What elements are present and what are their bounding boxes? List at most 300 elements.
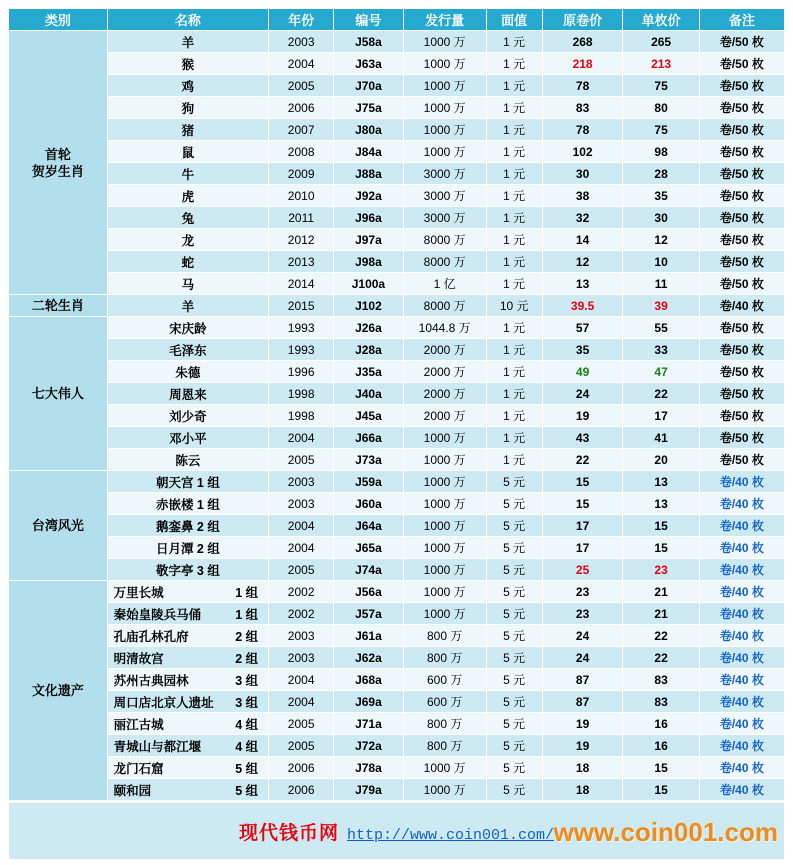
item-name: 孔庙孔林孔府	[113, 629, 189, 644]
table-row	[9, 295, 785, 317]
face-value-cell: 1 元	[486, 273, 542, 295]
item-name: 日月潭 2 组	[155, 541, 220, 556]
code-cell: J70a	[334, 75, 404, 97]
name-cell	[107, 691, 268, 713]
code-cell: J74a	[334, 559, 404, 581]
face-value-cell: 1 元	[486, 53, 542, 75]
code-cell: J71a	[334, 713, 404, 735]
item-name: 明清故宫	[113, 651, 164, 666]
item-series: 2 组	[235, 629, 259, 644]
issue-volume-cell: 1000 万	[403, 53, 486, 75]
table-row	[9, 515, 785, 537]
year-cell: 2004	[269, 691, 334, 713]
single-price-cell: 16	[623, 713, 699, 735]
single-price-cell: 22	[623, 625, 699, 647]
face-value-cell: 1 元	[486, 427, 542, 449]
year-cell: 1996	[269, 361, 334, 383]
item-name: 羊	[181, 299, 195, 314]
code-cell: J61a	[334, 625, 404, 647]
issue-volume-cell: 1000 万	[403, 119, 486, 141]
table-row	[9, 405, 785, 427]
face-value-cell: 5 元	[486, 493, 542, 515]
name-cell	[107, 75, 268, 97]
year-cell: 2003	[269, 31, 334, 53]
category-line: 文化遗产	[31, 683, 84, 698]
category-cell	[9, 317, 108, 471]
name-cell	[107, 97, 268, 119]
year-cell: 2010	[269, 185, 334, 207]
single-price-cell: 21	[623, 603, 699, 625]
remark-cell: 卷/40 枚	[699, 295, 784, 317]
single-price-cell: 21	[623, 581, 699, 603]
remark-cell: 卷/40 枚	[699, 669, 784, 691]
issue-volume-cell: 2000 万	[403, 361, 486, 383]
name-cell	[107, 735, 268, 757]
year-cell: 2002	[269, 581, 334, 603]
year-cell: 1998	[269, 383, 334, 405]
item-name: 羊	[181, 35, 195, 50]
issue-volume-cell: 3000 万	[403, 207, 486, 229]
header-name: 名称	[107, 9, 268, 31]
face-value-cell: 5 元	[486, 603, 542, 625]
item-name: 鹅銮鼻 2 组	[155, 519, 220, 534]
roll-price-cell: 14	[542, 229, 623, 251]
issue-volume-cell: 1000 万	[403, 471, 486, 493]
item-name: 邓小平	[169, 431, 207, 446]
name-cell	[107, 669, 268, 691]
roll-price-cell: 25	[542, 559, 623, 581]
face-value-cell: 5 元	[486, 647, 542, 669]
table-row	[9, 625, 785, 647]
code-cell: J40a	[334, 383, 404, 405]
code-cell: J59a	[334, 471, 404, 493]
item-name: 万里长城	[113, 585, 164, 600]
item-name: 鸡	[181, 79, 195, 94]
name-cell	[107, 229, 268, 251]
remark-cell: 卷/50 枚	[699, 141, 784, 163]
roll-price-cell: 30	[542, 163, 623, 185]
table-row	[9, 427, 785, 449]
face-value-cell: 1 元	[486, 119, 542, 141]
face-value-cell: 5 元	[486, 757, 542, 779]
year-cell: 2004	[269, 515, 334, 537]
header-row	[9, 9, 785, 31]
table-row	[9, 119, 785, 141]
roll-price-cell: 87	[542, 691, 623, 713]
year-cell: 2004	[269, 669, 334, 691]
remark-cell: 卷/40 枚	[699, 471, 784, 493]
item-name: 龙门石窟	[113, 761, 164, 776]
remark-cell: 卷/50 枚	[699, 185, 784, 207]
face-value-cell: 1 元	[486, 383, 542, 405]
face-value-cell: 1 元	[486, 251, 542, 273]
item-name: 颐和园	[113, 783, 152, 798]
roll-price-cell: 35	[542, 339, 623, 361]
year-cell: 2005	[269, 713, 334, 735]
remark-cell: 卷/40 枚	[699, 515, 784, 537]
single-price-cell: 33	[623, 339, 699, 361]
single-price-cell: 47	[623, 361, 699, 383]
single-price-cell: 75	[623, 75, 699, 97]
code-cell: J79a	[334, 779, 404, 801]
header-code: 编号	[334, 9, 404, 31]
item-name: 朝天宫 1 组	[155, 475, 220, 490]
issue-volume-cell: 1044.8 万	[403, 317, 486, 339]
item-name: 虎	[181, 189, 195, 204]
single-price-cell: 98	[623, 141, 699, 163]
year-cell: 2004	[269, 537, 334, 559]
table-row	[9, 449, 785, 471]
name-cell	[107, 493, 268, 515]
table-header	[9, 9, 785, 31]
item-series: 5 组	[235, 783, 259, 798]
year-cell: 2005	[269, 559, 334, 581]
name-cell	[107, 625, 268, 647]
table-row	[9, 361, 785, 383]
year-cell: 2015	[269, 295, 334, 317]
face-value-cell: 5 元	[486, 669, 542, 691]
footer-band	[8, 802, 785, 860]
item-series: 4 组	[235, 717, 259, 732]
roll-price-cell: 57	[542, 317, 623, 339]
category-cell	[9, 581, 108, 801]
roll-price-cell: 102	[542, 141, 623, 163]
header-category: 类别	[9, 9, 108, 31]
single-price-cell: 23	[623, 559, 699, 581]
issue-volume-cell: 1000 万	[403, 779, 486, 801]
single-price-cell: 15	[623, 779, 699, 801]
item-name: 龙	[181, 233, 195, 248]
remark-cell: 卷/40 枚	[699, 559, 784, 581]
year-cell: 2009	[269, 163, 334, 185]
roll-price-cell: 17	[542, 515, 623, 537]
code-cell: J72a	[334, 735, 404, 757]
year-cell: 2007	[269, 119, 334, 141]
remark-cell: 卷/50 枚	[699, 163, 784, 185]
item-name: 赤嵌楼 1 组	[155, 497, 220, 512]
issue-volume-cell: 8000 万	[403, 251, 486, 273]
year-cell: 1998	[269, 405, 334, 427]
remark-cell: 卷/50 枚	[699, 229, 784, 251]
item-name: 马	[181, 277, 195, 292]
item-name: 兔	[181, 211, 195, 226]
issue-volume-cell: 800 万	[403, 647, 486, 669]
name-cell	[107, 185, 268, 207]
category-cell	[9, 471, 108, 581]
code-cell: J84a	[334, 141, 404, 163]
name-cell	[107, 207, 268, 229]
issue-volume-cell: 1000 万	[403, 75, 486, 97]
year-cell: 2006	[269, 779, 334, 801]
name-cell	[107, 713, 268, 735]
code-cell: J26a	[334, 317, 404, 339]
header-roll-price: 原卷价	[542, 9, 623, 31]
roll-price-cell: 19	[542, 713, 623, 735]
code-cell: J45a	[334, 405, 404, 427]
item-name: 周恩来	[169, 387, 207, 402]
table-row	[9, 75, 785, 97]
year-cell: 2004	[269, 53, 334, 75]
remark-cell: 卷/50 枚	[699, 251, 784, 273]
roll-price-cell: 49	[542, 361, 623, 383]
roll-price-cell: 15	[542, 471, 623, 493]
table-row	[9, 53, 785, 75]
table-row	[9, 141, 785, 163]
face-value-cell: 5 元	[486, 735, 542, 757]
code-cell: J73a	[334, 449, 404, 471]
issue-volume-cell: 1000 万	[403, 757, 486, 779]
item-name: 蛇	[181, 255, 195, 270]
single-price-cell: 22	[623, 647, 699, 669]
code-cell: J98a	[334, 251, 404, 273]
item-name: 青城山与都江堰	[113, 739, 202, 754]
item-series: 1 组	[235, 585, 259, 600]
table-row	[9, 317, 785, 339]
face-value-cell: 1 元	[486, 163, 542, 185]
face-value-cell: 5 元	[486, 515, 542, 537]
table-row	[9, 581, 785, 603]
header-issue-volume: 发行量	[403, 9, 486, 31]
table-row	[9, 713, 785, 735]
roll-price-cell: 19	[542, 735, 623, 757]
single-price-cell: 15	[623, 537, 699, 559]
item-series: 4 组	[235, 739, 259, 754]
roll-price-cell: 23	[542, 581, 623, 603]
code-cell: J28a	[334, 339, 404, 361]
roll-price-cell: 38	[542, 185, 623, 207]
table-row	[9, 251, 785, 273]
face-value-cell: 1 元	[486, 229, 542, 251]
face-value-cell: 1 元	[486, 185, 542, 207]
header-single-price: 单枚价	[623, 9, 699, 31]
issue-volume-cell: 1000 万	[403, 31, 486, 53]
name-cell	[107, 471, 268, 493]
face-value-cell: 5 元	[486, 713, 542, 735]
code-cell: J65a	[334, 537, 404, 559]
single-price-cell: 17	[623, 405, 699, 427]
issue-volume-cell: 2000 万	[403, 339, 486, 361]
single-price-cell: 80	[623, 97, 699, 119]
item-series: 2 组	[235, 651, 259, 666]
face-value-cell: 1 元	[486, 449, 542, 471]
issue-volume-cell: 600 万	[403, 691, 486, 713]
name-cell	[107, 361, 268, 383]
roll-price-cell: 24	[542, 625, 623, 647]
single-price-cell: 39	[623, 295, 699, 317]
roll-price-cell: 87	[542, 669, 623, 691]
table-row	[9, 339, 785, 361]
roll-price-cell: 17	[542, 537, 623, 559]
year-cell: 2003	[269, 471, 334, 493]
item-name: 牛	[181, 167, 195, 182]
name-cell	[107, 295, 268, 317]
single-price-cell: 213	[623, 53, 699, 75]
issue-volume-cell: 3000 万	[403, 185, 486, 207]
watermark-text: www.coin001.com	[553, 817, 778, 847]
table-row	[9, 207, 785, 229]
single-price-cell: 11	[623, 273, 699, 295]
remark-cell: 卷/50 枚	[699, 339, 784, 361]
name-cell	[107, 647, 268, 669]
code-cell: J78a	[334, 757, 404, 779]
remark-cell: 卷/40 枚	[699, 603, 784, 625]
year-cell: 2011	[269, 207, 334, 229]
face-value-cell: 5 元	[486, 691, 542, 713]
code-cell: J92a	[334, 185, 404, 207]
code-cell: J75a	[334, 97, 404, 119]
category-cell	[9, 31, 108, 295]
roll-price-cell: 15	[542, 493, 623, 515]
single-price-cell: 75	[623, 119, 699, 141]
face-value-cell: 5 元	[486, 471, 542, 493]
item-name: 毛泽东	[169, 343, 207, 358]
year-cell: 2006	[269, 757, 334, 779]
table-row	[9, 471, 785, 493]
single-price-cell: 13	[623, 471, 699, 493]
year-cell: 2002	[269, 603, 334, 625]
single-price-cell: 16	[623, 735, 699, 757]
year-cell: 2006	[269, 97, 334, 119]
table-row	[9, 779, 785, 801]
code-cell: J56a	[334, 581, 404, 603]
issue-volume-cell: 1000 万	[403, 97, 486, 119]
issue-volume-cell: 2000 万	[403, 405, 486, 427]
single-price-cell: 10	[623, 251, 699, 273]
remark-cell: 卷/40 枚	[699, 493, 784, 515]
category-line: 首轮	[44, 146, 71, 162]
remark-cell: 卷/40 枚	[699, 757, 784, 779]
name-cell	[107, 405, 268, 427]
face-value-cell: 1 元	[486, 31, 542, 53]
remark-cell: 卷/40 枚	[699, 581, 784, 603]
single-price-cell: 41	[623, 427, 699, 449]
item-series: 3 组	[235, 695, 259, 710]
face-value-cell: 5 元	[486, 581, 542, 603]
name-cell	[107, 31, 268, 53]
table-row	[9, 31, 785, 53]
face-value-cell: 1 元	[486, 141, 542, 163]
code-cell: J80a	[334, 119, 404, 141]
remark-cell: 卷/40 枚	[699, 735, 784, 757]
remark-cell: 卷/50 枚	[699, 449, 784, 471]
year-cell: 2005	[269, 735, 334, 757]
item-name: 宋庆龄	[169, 321, 207, 336]
roll-price-cell: 43	[542, 427, 623, 449]
site-url-link[interactable]: http://www.coin001.com/	[346, 826, 555, 844]
remark-cell: 卷/40 枚	[699, 691, 784, 713]
code-cell: J62a	[334, 647, 404, 669]
table-row	[9, 603, 785, 625]
category-cell	[9, 295, 108, 317]
face-value-cell: 5 元	[486, 537, 542, 559]
roll-price-cell: 268	[542, 31, 623, 53]
code-cell: J63a	[334, 53, 404, 75]
remark-cell: 卷/50 枚	[699, 207, 784, 229]
issue-volume-cell: 800 万	[403, 713, 486, 735]
name-cell	[107, 779, 268, 801]
year-cell: 2005	[269, 75, 334, 97]
table-row	[9, 97, 785, 119]
item-name: 秦始皇陵兵马俑	[113, 607, 202, 622]
table-row	[9, 383, 785, 405]
name-cell	[107, 757, 268, 779]
table-row	[9, 537, 785, 559]
name-cell	[107, 537, 268, 559]
roll-price-cell: 78	[542, 119, 623, 141]
face-value-cell: 1 元	[486, 207, 542, 229]
issue-volume-cell: 1000 万	[403, 581, 486, 603]
issue-volume-cell: 1000 万	[403, 493, 486, 515]
roll-price-cell: 19	[542, 405, 623, 427]
item-name: 丽江古城	[113, 717, 164, 732]
name-cell	[107, 251, 268, 273]
roll-price-cell: 218	[542, 53, 623, 75]
single-price-cell: 12	[623, 229, 699, 251]
roll-price-cell: 22	[542, 449, 623, 471]
name-cell	[107, 603, 268, 625]
single-price-cell: 13	[623, 493, 699, 515]
code-cell: J97a	[334, 229, 404, 251]
roll-price-cell: 39.5	[542, 295, 623, 317]
name-cell	[107, 273, 268, 295]
single-price-cell: 15	[623, 515, 699, 537]
item-name: 朱德	[175, 365, 201, 380]
issue-volume-cell: 8000 万	[403, 229, 486, 251]
issue-volume-cell: 1000 万	[403, 537, 486, 559]
face-value-cell: 5 元	[486, 779, 542, 801]
code-cell: J102	[334, 295, 404, 317]
site-name: 现代钱币网	[238, 822, 339, 844]
issue-volume-cell: 1 亿	[403, 273, 486, 295]
face-value-cell: 1 元	[486, 361, 542, 383]
roll-price-cell: 23	[542, 603, 623, 625]
roll-price-cell: 13	[542, 273, 623, 295]
face-value-cell: 1 元	[486, 339, 542, 361]
table-row	[9, 647, 785, 669]
roll-price-cell: 24	[542, 383, 623, 405]
issue-volume-cell: 1000 万	[403, 559, 486, 581]
table-row	[9, 735, 785, 757]
table-row	[9, 229, 785, 251]
item-series: 1 组	[235, 607, 259, 622]
remark-cell: 卷/40 枚	[699, 713, 784, 735]
name-cell	[107, 339, 268, 361]
issue-volume-cell: 2000 万	[403, 383, 486, 405]
name-cell	[107, 581, 268, 603]
year-cell: 2003	[269, 647, 334, 669]
single-price-cell: 30	[623, 207, 699, 229]
face-value-cell: 1 元	[486, 317, 542, 339]
single-price-cell: 22	[623, 383, 699, 405]
name-cell	[107, 53, 268, 75]
item-series: 5 组	[235, 761, 259, 776]
item-name: 刘少奇	[169, 409, 207, 424]
name-cell	[107, 383, 268, 405]
face-value-cell: 1 元	[486, 405, 542, 427]
code-cell: J57a	[334, 603, 404, 625]
year-cell: 1993	[269, 339, 334, 361]
issue-volume-cell: 1000 万	[403, 603, 486, 625]
roll-price-cell: 24	[542, 647, 623, 669]
year-cell: 2012	[269, 229, 334, 251]
code-cell: J35a	[334, 361, 404, 383]
code-cell: J100a	[334, 273, 404, 295]
name-cell	[107, 119, 268, 141]
header-year: 年份	[269, 9, 334, 31]
code-cell: J66a	[334, 427, 404, 449]
face-value-cell: 1 元	[486, 97, 542, 119]
name-cell	[107, 427, 268, 449]
